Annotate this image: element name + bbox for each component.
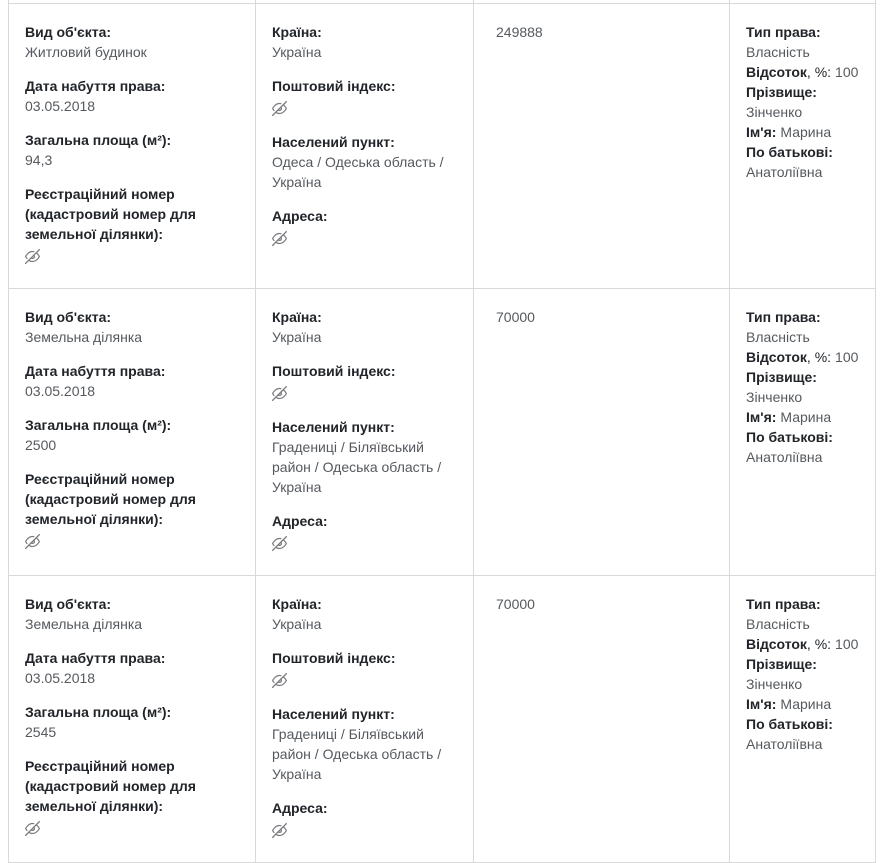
firstname-line — [746, 694, 867, 714]
eye-off-icon — [272, 536, 287, 551]
total-area-field — [25, 415, 239, 455]
settlement-field — [272, 704, 465, 784]
country-field — [272, 307, 465, 347]
percent-line — [746, 347, 867, 367]
firstname-label: Ім'я: — [746, 696, 777, 712]
location-cell — [255, 576, 473, 862]
object-type-field — [25, 307, 239, 347]
surname-label: Прізвище: — [746, 656, 817, 672]
patronymic-label: По батькові: — [746, 429, 833, 445]
registration-number-label: Реєстраційний номер (кадастровий номер для земельної ділянки): — [25, 471, 196, 527]
previous-row-edge-cell — [729, 0, 875, 3]
object-type-field — [25, 22, 239, 62]
right-type-label-line — [746, 22, 867, 42]
object-type-value: Земельна ділянка — [25, 616, 143, 632]
firstname-value: Марина — [780, 409, 832, 425]
surname-value: Зінченко — [746, 389, 803, 405]
right-type-label: Тип права: — [746, 596, 821, 612]
object-type-value: Земельна ділянка — [25, 329, 143, 345]
surname-label-line — [746, 654, 867, 674]
right-type-label: Тип права: — [746, 24, 821, 40]
acquisition-date-field — [25, 361, 239, 401]
total-area-label: Загальна площа (м²): — [25, 704, 172, 720]
surname-label-line — [746, 82, 867, 102]
firstname-label: Ім'я: — [746, 409, 777, 425]
valuation-cell — [473, 4, 729, 288]
address-label: Адреса: — [272, 513, 328, 529]
valuation-cell — [473, 289, 729, 575]
patronymic-value: Анатоліївна — [746, 164, 823, 180]
right-type-label-line — [746, 594, 867, 614]
percent-label-suffix: , %: — [806, 64, 832, 80]
registration-number-field — [25, 184, 239, 266]
object-type-field — [25, 594, 239, 634]
right-type-value: Власність — [746, 616, 810, 632]
settlement-label: Населений пункт: — [272, 134, 395, 150]
surname-value: Зінченко — [746, 104, 803, 120]
patronymic-label-line — [746, 714, 867, 734]
country-value: Україна — [272, 44, 322, 60]
postal-code-label: Поштовий індекс: — [272, 363, 396, 379]
country-label: Країна: — [272, 309, 322, 325]
surname-label: Прізвище: — [746, 84, 817, 100]
percent-label: Відсоток — [746, 349, 807, 365]
percent-value: 100 — [835, 349, 859, 365]
postal-code-field — [272, 361, 465, 403]
percent-label-suffix: , %: — [806, 636, 832, 652]
total-area-value: 2500 — [25, 437, 57, 453]
registration-number-label: Реєстраційний номер (кадастровий номер для земельної ділянки): — [25, 186, 196, 242]
eye-off-icon — [25, 534, 40, 549]
table-row — [9, 4, 875, 289]
table-row — [9, 289, 875, 576]
firstname-value: Марина — [780, 124, 832, 140]
total-area-label: Загальна площа (м²): — [25, 417, 172, 433]
registration-number-field — [25, 469, 239, 551]
patronymic-label-line — [746, 427, 867, 447]
previous-row-edge-cell — [473, 0, 729, 3]
right-type-value: Власність — [746, 44, 810, 60]
surname-label-line — [746, 367, 867, 387]
postal-code-field — [272, 76, 465, 118]
location-cell — [255, 4, 473, 288]
previous-row-edge-cell — [9, 0, 255, 3]
settlement-value: Одеса / Одеська область / Україна — [272, 154, 444, 190]
acquisition-date-label: Дата набуття права: — [25, 363, 166, 379]
hidden-value-indicator — [25, 246, 239, 266]
hidden-value-indicator — [272, 228, 465, 248]
surname-label: Прізвище: — [746, 369, 817, 385]
object-cell — [9, 576, 255, 862]
table-row — [9, 576, 875, 863]
eye-off-icon — [25, 249, 40, 264]
total-area-value: 2545 — [25, 724, 57, 740]
country-value: Україна — [272, 329, 322, 345]
valuation-value: 249888 — [496, 24, 543, 40]
firstname-label: Ім'я: — [746, 124, 777, 140]
firstname-line — [746, 122, 867, 142]
eye-off-icon — [272, 386, 287, 401]
percent-label-suffix: , %: — [806, 349, 832, 365]
hidden-value-indicator — [272, 820, 465, 840]
total-area-label: Загальна площа (м²): — [25, 132, 172, 148]
object-type-label: Вид об'єкта: — [25, 309, 112, 325]
location-cell — [255, 289, 473, 575]
settlement-value: Градениці / Біляївський район / Одеська область / Україна — [272, 726, 442, 782]
settlement-field — [272, 417, 465, 497]
address-label: Адреса: — [272, 800, 328, 816]
eye-off-icon — [272, 101, 287, 116]
settlement-label: Населений пункт: — [272, 419, 395, 435]
country-field — [272, 594, 465, 634]
rights-cell — [729, 4, 875, 288]
object-type-label: Вид об'єкта: — [25, 596, 112, 612]
address-field — [272, 206, 465, 248]
total-area-value: 94,3 — [25, 152, 53, 168]
object-type-value: Житловий будинок — [25, 44, 147, 60]
hidden-value-indicator — [272, 98, 465, 118]
patronymic-value: Анатоліївна — [746, 736, 823, 752]
patronymic-label: По батькові: — [746, 144, 833, 160]
acquisition-date-value: 03.05.2018 — [25, 383, 96, 399]
acquisition-date-field — [25, 648, 239, 688]
acquisition-date-label: Дата набуття права: — [25, 78, 166, 94]
eye-off-icon — [272, 231, 287, 246]
acquisition-date-value: 03.05.2018 — [25, 670, 96, 686]
acquisition-date-label: Дата набуття права: — [25, 650, 166, 666]
eye-off-icon — [272, 673, 287, 688]
object-cell — [9, 4, 255, 288]
percent-value: 100 — [835, 64, 859, 80]
percent-value: 100 — [835, 636, 859, 652]
registration-number-label: Реєстраційний номер (кадастровий номер для земельної ділянки): — [25, 758, 196, 814]
valuation-value: 70000 — [496, 309, 535, 325]
settlement-label: Населений пункт: — [272, 706, 395, 722]
right-type-label-line — [746, 307, 867, 327]
total-area-field — [25, 130, 239, 170]
patronymic-label-line — [746, 142, 867, 162]
address-field — [272, 798, 465, 840]
postal-code-label: Поштовий індекс: — [272, 78, 396, 94]
percent-label: Відсоток — [746, 636, 807, 652]
firstname-line — [746, 407, 867, 427]
country-label: Країна: — [272, 24, 322, 40]
address-label: Адреса: — [272, 208, 328, 224]
acquisition-date-value: 03.05.2018 — [25, 98, 96, 114]
surname-value: Зінченко — [746, 676, 803, 692]
object-type-label: Вид об'єкта: — [25, 24, 112, 40]
percent-line — [746, 634, 867, 654]
hidden-value-indicator — [272, 670, 465, 690]
total-area-field — [25, 702, 239, 742]
eye-off-icon — [25, 821, 40, 836]
table-rows-container — [9, 4, 875, 863]
object-cell — [9, 289, 255, 575]
valuation-value: 70000 — [496, 596, 535, 612]
hidden-value-indicator — [272, 383, 465, 403]
postal-code-label: Поштовий індекс: — [272, 650, 396, 666]
hidden-value-indicator — [25, 531, 239, 551]
country-value: Україна — [272, 616, 322, 632]
settlement-value: Градениці / Біляївський район / Одеська область / Україна — [272, 439, 442, 495]
hidden-value-indicator — [272, 533, 465, 553]
percent-label: Відсоток — [746, 64, 807, 80]
right-type-value: Власність — [746, 329, 810, 345]
right-type-label: Тип права: — [746, 309, 821, 325]
address-field — [272, 511, 465, 553]
firstname-value: Марина — [780, 696, 832, 712]
eye-off-icon — [272, 823, 287, 838]
patronymic-label: По батькові: — [746, 716, 833, 732]
country-field — [272, 22, 465, 62]
settlement-field — [272, 132, 465, 192]
rights-cell — [729, 289, 875, 575]
postal-code-field — [272, 648, 465, 690]
rights-cell — [729, 576, 875, 862]
patronymic-value: Анатоліївна — [746, 449, 823, 465]
hidden-value-indicator — [25, 818, 239, 838]
acquisition-date-field — [25, 76, 239, 116]
real-estate-declaration-table — [8, 0, 876, 863]
valuation-cell — [473, 576, 729, 862]
country-label: Країна: — [272, 596, 322, 612]
previous-row-edge-cell — [255, 0, 473, 3]
registration-number-field — [25, 756, 239, 838]
percent-line — [746, 62, 867, 82]
